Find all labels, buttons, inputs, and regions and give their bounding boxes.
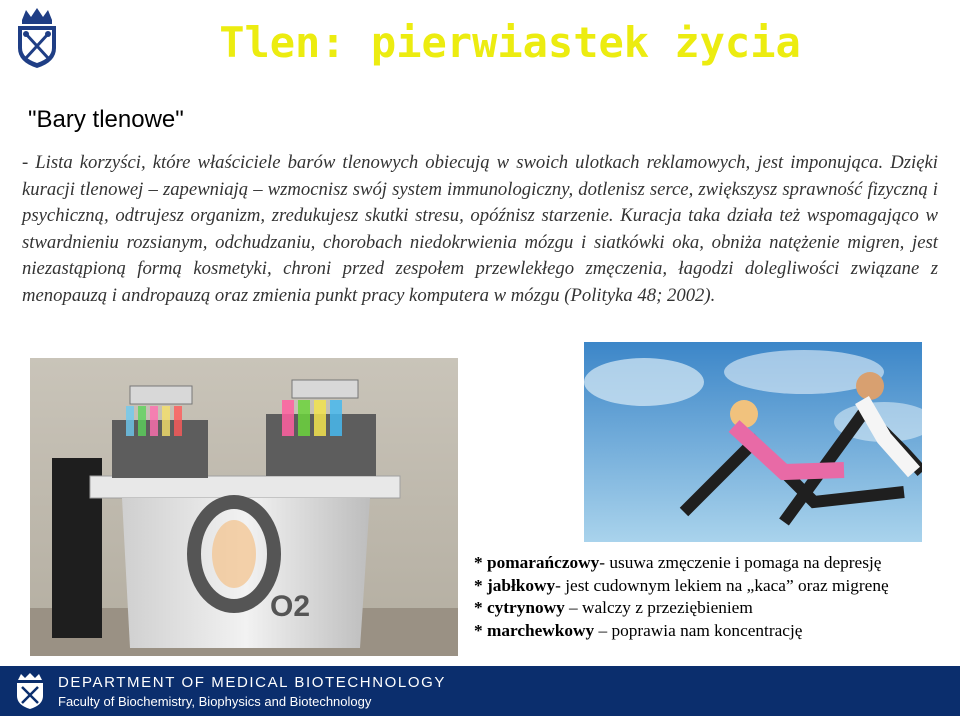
flavor-benefits-list (470, 548, 930, 652)
list-item: * jabłkowy- jest cudownym lekiem na „kaca” oraz migrenę (474, 575, 889, 595)
university-crest-icon (12, 672, 48, 710)
footer-bar (0, 666, 960, 716)
lounge-chairs-photo (584, 342, 922, 542)
list-item: * cytrynowy – walczy z przeziębieniem (474, 598, 753, 618)
footer-department: DEPARTMENT OF MEDICAL BIOTECHNOLOGY (58, 674, 446, 691)
footer-faculty: Faculty of Biochemistry, Biophysics and Biotechnology (58, 694, 372, 709)
university-crest-icon (14, 6, 60, 70)
body-paragraph: - Lista korzyści, które właściciele barów tlenowych obiecują w swoich ulotkach reklamowych, jest imponująca. Dzięki kuracji tlenowej – zapewniają – wzmocnisz swój system immunologiczny, dotlenisz serce, zwiększysz sprawność fizyczną i psychiczną, odtrujesz organizm, zredukujesz skutki stresu, opóźnisz starzenie. Kuracja taka działa też wspomagająco w stwardnieniu rozsianym, odchudzaniu, chorobach niedokrwienia mózgu i siatkówki oka, obniża natężenie migren, jest niezastąpioną formą kosmetyki, chroni przed zespołem przewlekłego zmęczenia, łagodzi dolegliwości związane z menopauzą i andropauzą oraz zmienia punkt pracy komputera w mózgu (Polityka 48; 2002). (22, 152, 938, 306)
list-item: * pomarańczowy- usuwa zmęczenie i pomaga na depresję (474, 553, 882, 572)
o2-subscript-label: O2 (270, 590, 311, 623)
list-item: * marchewkowy – poprawia nam koncentrację (474, 621, 803, 641)
oxygen-bar-photo (30, 358, 458, 656)
slide-subtitle: "Bary tlenowe" (28, 106, 184, 133)
slide-title: Tlen: pierwiastek życia (219, 18, 801, 67)
